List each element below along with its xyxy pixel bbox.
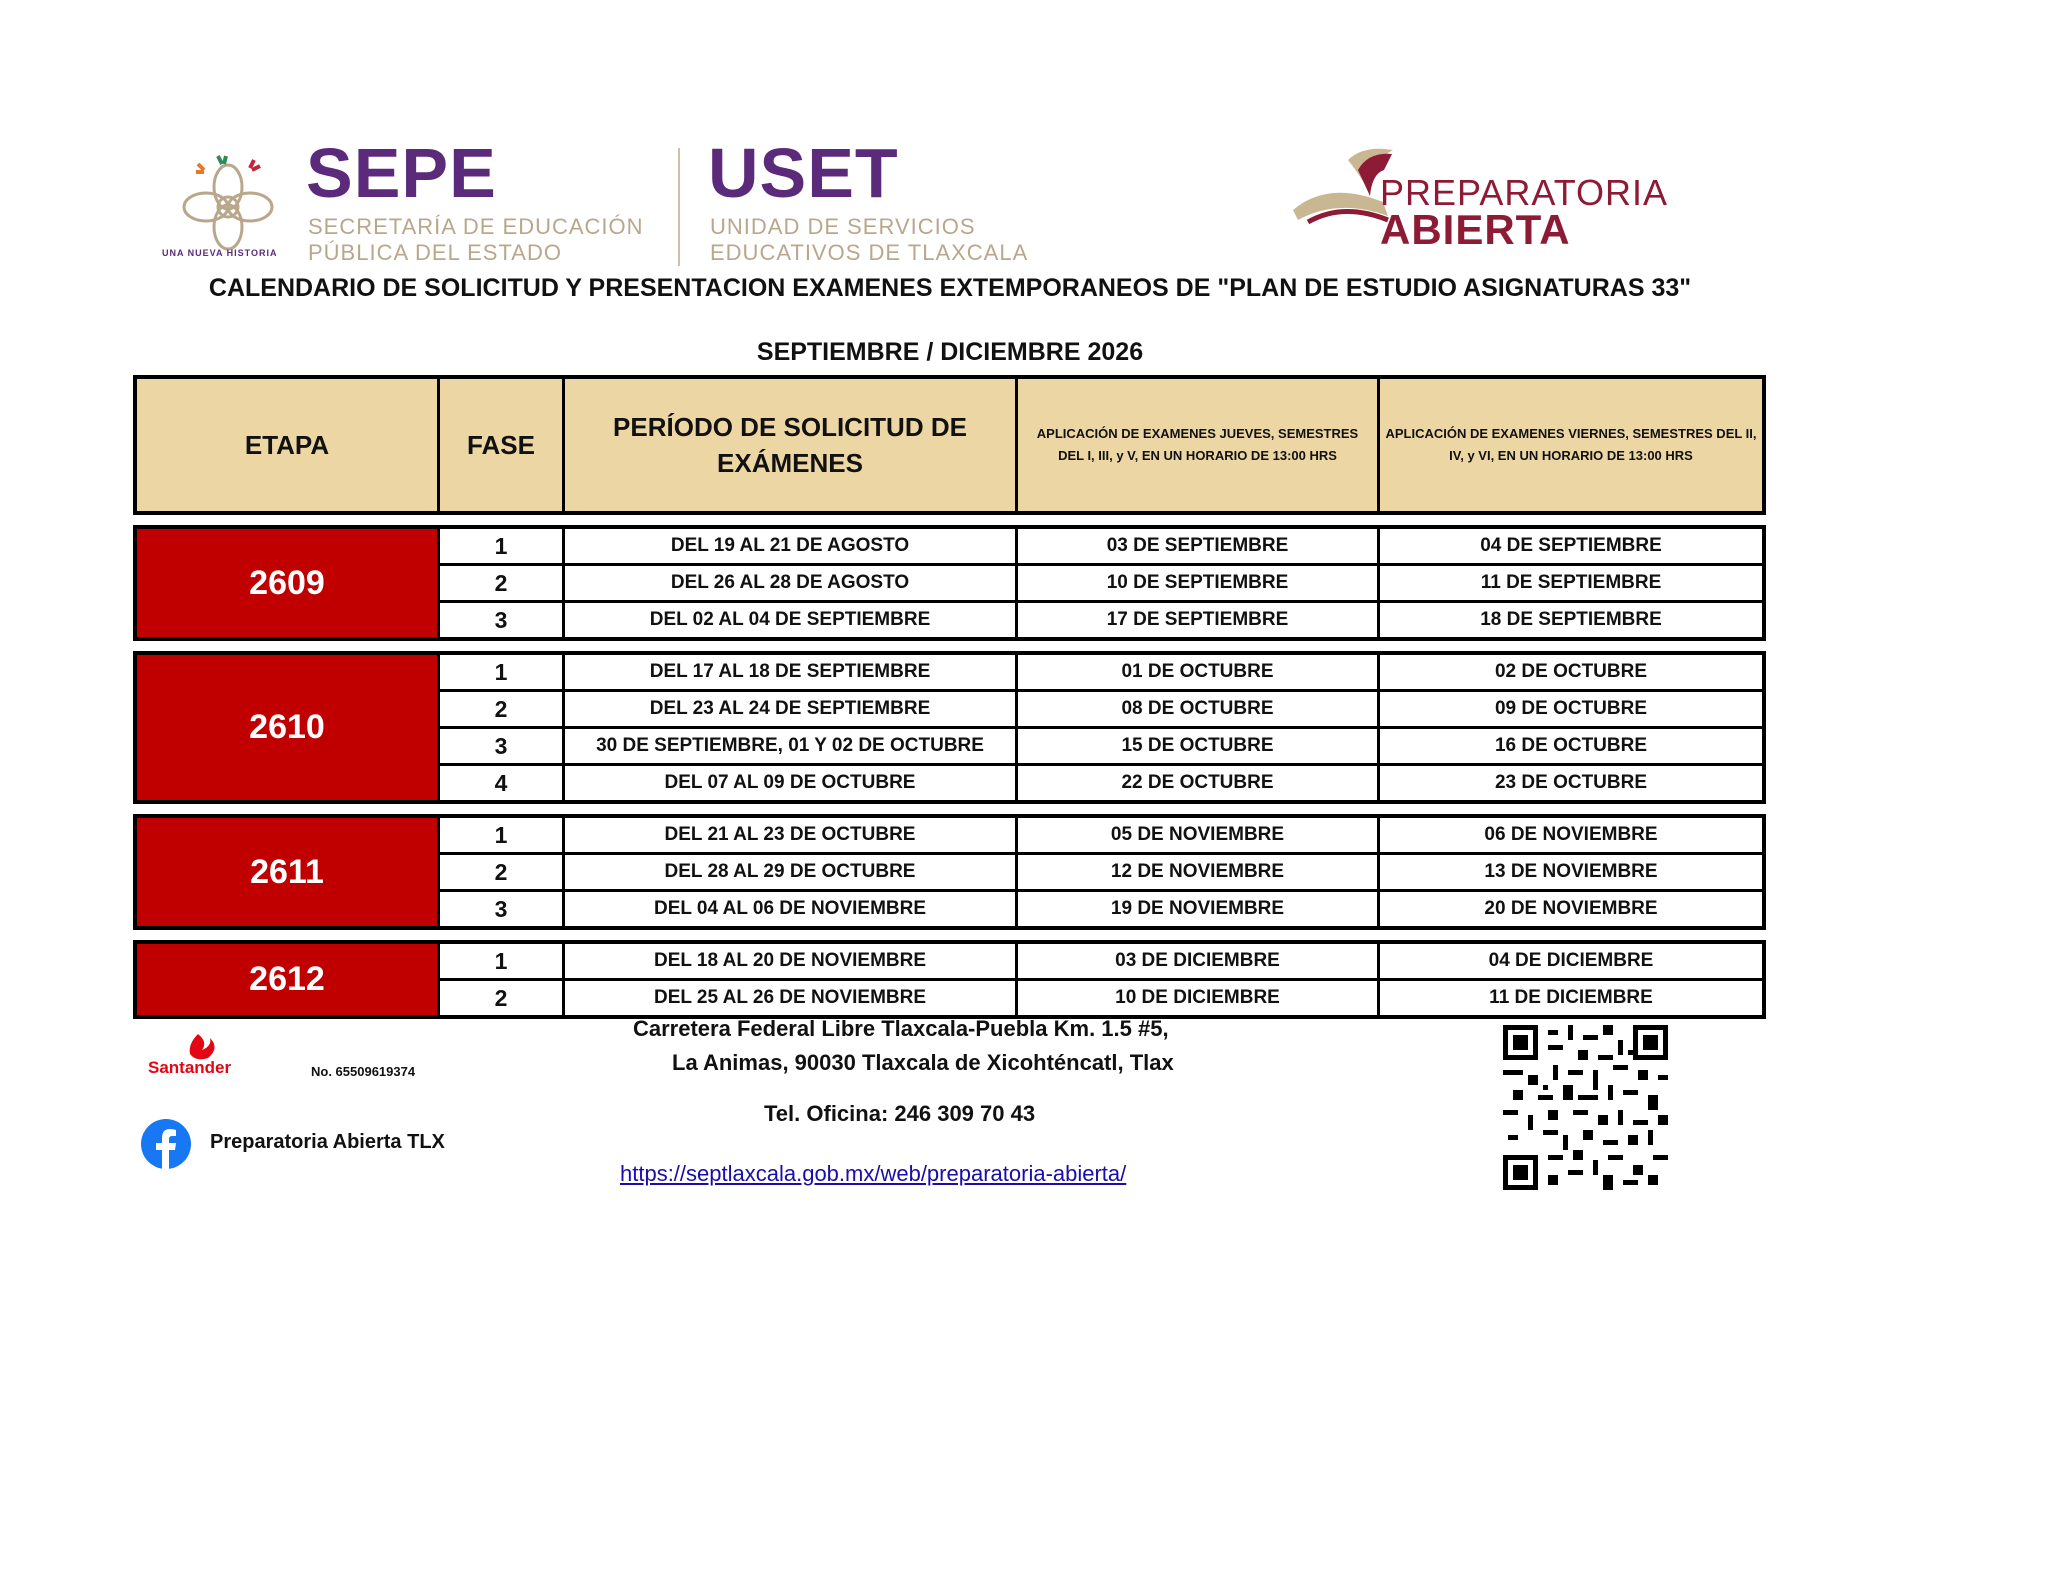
office-phone: Tel. Oficina: 246 309 70 43 [764,1101,1036,1126]
header-periodo: PERÍODO DE SOLICITUD DE EXÁMENES [565,379,1018,511]
jueves-cell: 17 DE SEPTIEMBRE [1018,603,1380,637]
sepe-logo-word: SEPE [306,134,497,212]
table-row [440,603,1762,637]
fase-cell: 2 [440,692,565,726]
viernes-cell: 04 DE SEPTIEMBRE [1480,535,1662,556]
etapa-group [133,940,1766,1019]
viernes-cell: 16 DE OCTUBRE [1494,735,1648,756]
fase-cell: 1 [440,818,565,852]
viernes-cell: 02 DE OCTUBRE [1494,661,1648,682]
facebook-icon[interactable] [140,1118,192,1170]
table-row [440,566,1762,603]
etapa-label: 2610 [137,655,440,800]
fase-cell: 2 [440,566,565,600]
fase-cell: 1 [440,655,565,689]
periodo-cell: DEL 04 AL 06 DE NOVIEMBRE [565,892,1018,926]
etapa-label: 2609 [137,529,440,637]
prepa-logo-line2: ABIERTA [1380,206,1571,253]
fase-cell: 1 [440,944,565,978]
table-row [440,818,1762,855]
table-header-row [133,375,1766,515]
calendar-table [133,375,1766,1019]
sepe-motto: UNA NUEVA HISTORIA [162,248,278,258]
table-row [440,529,1762,566]
header-etapa: ETAPA [137,379,440,511]
viernes-cell: 04 DE DICIEMBRE [1488,950,1654,971]
viernes-cell: 23 DE OCTUBRE [1494,772,1648,793]
periodo-cell: DEL 26 AL 28 DE AGOSTO [565,566,1018,600]
table-row [440,981,1762,1015]
periodo-cell: DEL 02 AL 04 DE SEPTIEMBRE [565,603,1018,637]
table-row [440,944,1762,981]
etapa-label: 2611 [137,818,440,926]
periodo-cell: DEL 21 AL 23 DE OCTUBRE [565,818,1018,852]
qr-code-icon [1494,1025,1677,1190]
periodo-cell: DEL 17 AL 18 DE SEPTIEMBRE [565,655,1018,689]
fase-cell: 3 [440,892,565,926]
facebook-label[interactable]: Preparatoria Abierta TLX [210,1131,445,1153]
etapa-group [133,651,1766,804]
account-number: No. 65509619374 [311,1064,416,1079]
document-subtitle: SEPTIEMBRE / DICIEMBRE 2026 [756,338,1144,366]
table-row [440,892,1762,926]
jueves-cell: 19 DE NOVIEMBRE [1018,892,1380,926]
jueves-cell: 22 DE OCTUBRE [1018,766,1380,800]
header-jueves: APLICACIÓN DE EXAMENES JUEVES, SEMESTRES DEL I, III, y V, EN UN HORARIO DE 13:00 HRS [1018,379,1380,511]
periodo-cell: 30 DE SEPTIEMBRE, 01 Y 02 DE OCTUBRE [565,729,1018,763]
jueves-cell: 10 DE DICIEMBRE [1018,981,1380,1015]
jueves-cell: 03 DE SEPTIEMBRE [1018,529,1380,563]
jueves-cell: 12 DE NOVIEMBRE [1018,855,1380,889]
jueves-cell: 08 DE OCTUBRE [1018,692,1380,726]
uset-logo-line2: EDUCATIVOS DE TLAXCALA [710,240,1029,265]
etapa-group [133,525,1766,641]
viernes-cell: 09 DE OCTUBRE [1494,698,1648,719]
address-line1: Carretera Federal Libre Tlaxcala-Puebla Km. 1.5 #5, [633,1016,1169,1041]
address-line2: La Animas, 90030 Tlaxcala de Xicohténcatl, Tlax [672,1050,1174,1075]
logo-divider [678,148,680,266]
viernes-cell: 11 DE DICIEMBRE [1489,987,1653,1008]
viernes-cell: 11 DE SEPTIEMBRE [1480,572,1662,593]
fase-cell: 2 [440,855,565,889]
jueves-cell: 05 DE NOVIEMBRE [1018,818,1380,852]
jueves-cell: 15 DE OCTUBRE [1018,729,1380,763]
santander-name: Santander [148,1058,232,1077]
table-row [440,729,1762,766]
fase-cell: 1 [440,529,565,563]
table-row [440,692,1762,729]
prepa-logo-line1: PREPARATORIA [1380,172,1669,213]
website-link[interactable]: https://septlaxcala.gob.mx/web/preparatoria-abierta/ [620,1161,1127,1186]
header-viernes: APLICACIÓN DE EXAMENES VIERNES, SEMESTRES DEL II, IV, y VI, EN UN HORARIO DE 13:00 HRS [1385,426,1757,463]
sepe-flower-icon [168,152,288,262]
periodo-cell: DEL 19 AL 21 DE AGOSTO [565,529,1018,563]
table-row [440,855,1762,892]
fase-cell: 3 [440,603,565,637]
uset-logo-word: USET [708,134,899,212]
uset-logo-line1: UNIDAD DE SERVICIOS [710,214,976,239]
periodo-cell: DEL 07 AL 09 DE OCTUBRE [565,766,1018,800]
header-fase: FASE [440,379,565,511]
periodo-cell: DEL 23 AL 24 DE SEPTIEMBRE [565,692,1018,726]
viernes-cell: 20 DE NOVIEMBRE [1484,898,1658,919]
jueves-cell: 01 DE OCTUBRE [1018,655,1380,689]
periodo-cell: DEL 18 AL 20 DE NOVIEMBRE [565,944,1018,978]
periodo-cell: DEL 28 AL 29 DE OCTUBRE [565,855,1018,889]
table-row [440,766,1762,800]
document-title: CALENDARIO DE SOLICITUD Y PRESENTACION EXAMENES EXTEMPORANEOS DE "PLAN DE ESTUDIO ASIGNATURAS 33" [208,274,1692,302]
fase-cell: 2 [440,981,565,1015]
jueves-cell: 10 DE SEPTIEMBRE [1018,566,1380,600]
periodo-cell: DEL 25 AL 26 DE NOVIEMBRE [565,981,1018,1015]
sepe-logo-line1: SECRETARÍA DE EDUCACIÓN [308,214,644,239]
etapa-label: 2612 [137,944,440,1015]
fase-cell: 3 [440,729,565,763]
viernes-cell: 18 DE SEPTIEMBRE [1480,609,1662,630]
sepe-logo-line2: PÚBLICA DEL ESTADO [308,240,562,265]
etapa-group [133,814,1766,930]
jueves-cell: 03 DE DICIEMBRE [1018,944,1380,978]
viernes-cell: 06 DE NOVIEMBRE [1484,824,1658,845]
fase-cell: 4 [440,766,565,800]
table-row [440,655,1762,692]
viernes-cell: 13 DE NOVIEMBRE [1484,861,1658,882]
